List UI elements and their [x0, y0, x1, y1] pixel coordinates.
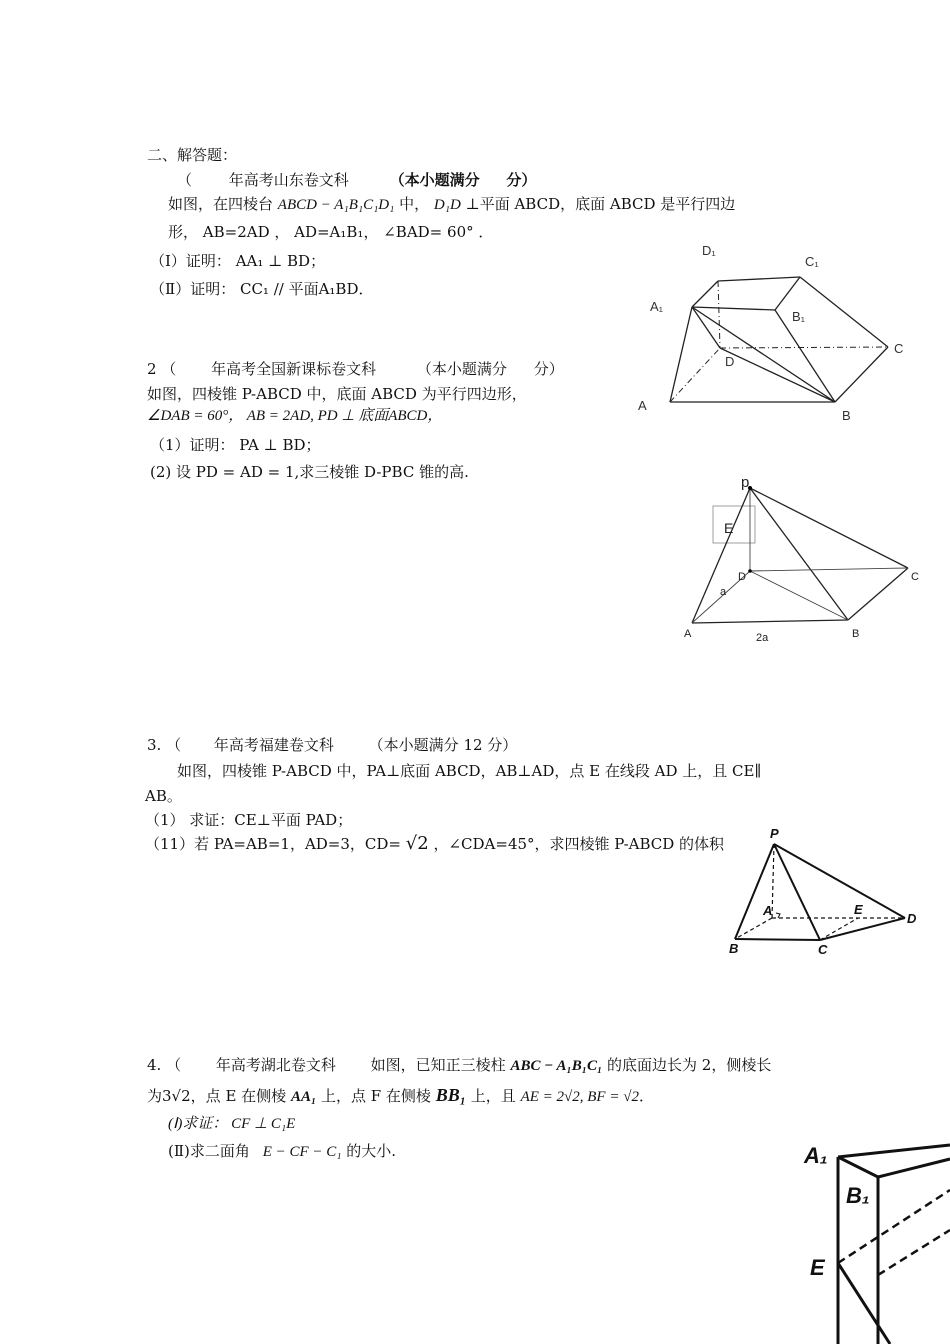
q4-line2-bb: BB₁	[435, 1085, 467, 1105]
q3-label-d: D	[907, 911, 917, 926]
q2-pyramid-figure	[680, 470, 920, 645]
q4-label-e: E	[810, 1255, 825, 1280]
q4-line2-text-c: 上，点 F 在侧棱	[320, 1087, 431, 1105]
edge-p-d	[774, 844, 905, 918]
edge-d1-c1	[718, 277, 800, 281]
edge-d-c	[720, 347, 888, 348]
q4-part2-expr: E − CF − C₁	[262, 1144, 342, 1160]
q4-label-a1: A₁	[804, 1143, 828, 1168]
q3-header	[147, 735, 517, 755]
edge-p-c	[774, 844, 820, 940]
q2-label-e: E	[724, 520, 734, 536]
q1-line1	[168, 194, 735, 215]
q1-line2-end: ．	[478, 223, 494, 241]
q3-part2-text-b: ，∠CDA=45°，求四棱锥 P-ABCD 的体积	[433, 835, 725, 853]
q1-line1-text-b: 中，	[399, 195, 430, 213]
edge-a-a1	[670, 307, 692, 402]
q4-line2-text-a: 为	[147, 1087, 163, 1105]
q3-num: 3. （	[147, 736, 182, 754]
q1-label-a1: A₁	[650, 299, 664, 314]
q3-part2-text-a: （11）若 PA=AB=1，AD=3，CD=	[145, 835, 401, 853]
q2-header	[147, 359, 564, 379]
edge-a-d	[670, 348, 720, 402]
q4-line1-text-a: 如图，已知正三棱柱	[370, 1056, 506, 1074]
q1-part2: （Ⅱ）证明： CC₁ // 平面A₁BD．	[150, 280, 374, 298]
edge-e-low	[838, 1263, 890, 1344]
edge-d1-d	[718, 281, 720, 348]
q4-line1-expr: ABC − A₁B₁C₁	[510, 1058, 603, 1074]
q2-label-d: D	[738, 571, 746, 583]
q3-pyramid-figure	[720, 822, 925, 957]
edge-p-b	[750, 488, 848, 620]
q1-frustum-figure	[630, 235, 904, 430]
q4-line1-text-b: 的底面边长为 2，侧棱长	[607, 1056, 772, 1074]
q3-part2	[145, 834, 724, 854]
q3-source: 年高考福建卷文科	[213, 736, 334, 754]
edge-b-c	[735, 939, 820, 940]
q2-label-a-len: a	[720, 586, 727, 598]
q3-line2: AB。	[145, 787, 182, 805]
q4-line2-text-b: ，点 E 在侧棱	[190, 1087, 287, 1105]
q1-label-b1: B₁	[792, 309, 806, 324]
q3-label-c: C	[818, 942, 828, 957]
edge-b-side	[878, 1230, 950, 1275]
q4-line2	[147, 1085, 654, 1107]
q1-part1: （Ⅰ）证明： AA₁ ⊥ BD；	[150, 252, 326, 270]
edge-a1-d1	[692, 281, 718, 307]
q1-source: 年高考山东卷文科	[228, 171, 349, 189]
q4-line2-len: 3√2	[162, 1087, 191, 1105]
q4-part1-text: (Ⅰ)求证： CF ⊥ C₁E	[168, 1116, 296, 1132]
q4-line2-end: ．	[638, 1087, 654, 1105]
q2-num: 2 （	[147, 360, 177, 378]
q1-label-c: C	[894, 341, 904, 356]
edge-a-b	[735, 918, 772, 939]
edge-c-e	[820, 918, 858, 940]
q1-line1-dd: D₁D	[433, 197, 461, 213]
edge-p-a	[692, 488, 750, 623]
edge-c-c1	[800, 277, 888, 347]
edge-a1-d	[692, 307, 720, 348]
q1-line2-angle: ∠BAD= 60°	[383, 223, 474, 241]
edge-a1-b1	[838, 1157, 878, 1177]
q3-part2-sqrt: √2	[405, 833, 429, 854]
q1-line1-text-c: ⊥平面 ABCD，底面 ABCD 是平行四边	[465, 195, 736, 213]
q1-line1-text-a: 如图，在四棱台	[168, 195, 274, 213]
q2-label-a: A	[684, 628, 692, 640]
q3-part1: （1） 求证：CE⊥平面 PAD；	[145, 811, 353, 829]
q4-line2-text-d: 上，且	[470, 1087, 516, 1105]
q3-label-e: E	[854, 902, 863, 917]
q2-part2: (2) 设 PD = AD = 1,求三棱锥 D-PBC 锥的高.	[150, 463, 469, 481]
edge-b1-a1	[692, 307, 775, 310]
q2-line2: ∠DAB = 60°， AB = 2AD, PD ⊥ 底面ABCD，	[147, 408, 443, 424]
q4-num: 4. （	[147, 1056, 182, 1074]
edge-c1-b1	[775, 277, 800, 310]
edge-b-c	[848, 568, 908, 620]
q2-points-open: （本小题满分	[416, 360, 507, 378]
q4-label-b1: B₁	[846, 1183, 870, 1208]
edge-a1-top	[838, 1145, 950, 1157]
q4-part2	[168, 1141, 396, 1162]
q1-label-c1: C₁	[805, 254, 819, 269]
q1-line1-expr: ABCD − A₁B₁C₁D₁	[277, 197, 395, 213]
q1-label-d: D	[725, 354, 735, 369]
section-title: 二、解答题：	[147, 146, 238, 164]
q2-points-close: 分）	[533, 360, 564, 378]
q1-points-open: （本小题满分	[389, 171, 480, 189]
q2-source: 年高考全国新课标卷文科	[211, 360, 377, 378]
q1-label-d1: D₁	[702, 243, 716, 258]
q3-label-b: B	[729, 941, 739, 956]
edge-a-b	[692, 620, 848, 623]
q1-label-a: A	[638, 398, 647, 413]
q4-part1	[168, 1113, 295, 1134]
q3-line1: 如图，四棱锥 P-ABCD 中，PA⊥底面 ABCD，AB⊥AD，点 E 在线段 AD 上，且 CE∥	[177, 762, 762, 780]
q2-part1: （1）证明： PA ⊥ BD；	[150, 436, 321, 454]
q2-line1: 如图，四棱锥 P-ABCD 中，底面 ABCD 为平行四边形，	[147, 385, 527, 403]
edge-d-b	[750, 571, 848, 620]
q2-label-b: B	[852, 628, 860, 640]
edge-p-b	[735, 844, 774, 939]
q4-line2-cond: AE = 2√2, BF = √2	[520, 1089, 639, 1105]
q3-label-p: P	[770, 826, 779, 841]
edge-a1-b	[692, 307, 835, 402]
q1-header-paren: （	[177, 171, 193, 189]
q3-label-a: A	[763, 903, 773, 918]
q1-line2	[168, 222, 493, 242]
edge-b-c	[835, 347, 888, 402]
q2-label-2a-len: 2a	[756, 632, 769, 644]
q2-label-c: C	[911, 571, 919, 583]
q1-points-close: 分）	[506, 171, 537, 189]
q2-label-p: p	[741, 474, 750, 491]
edge-c-d	[820, 918, 905, 940]
q4-line2-aa: AA₁	[290, 1089, 317, 1105]
q1-header	[177, 170, 536, 190]
q1-label-b: B	[842, 408, 851, 423]
q4-line1	[147, 1055, 771, 1076]
edge-b1-top	[878, 1159, 950, 1177]
q3-points: （本小题满分 12 分）	[368, 736, 518, 754]
q1-line2-text: 形， AB=2AD ， AD=A₁B₁，	[168, 223, 379, 241]
edge-d-c	[750, 568, 908, 571]
q4-part2-text-b: 的大小.	[346, 1142, 397, 1160]
q4-part2-text-a: (Ⅱ)求二面角	[168, 1142, 250, 1160]
q4-prism-figure	[800, 1135, 950, 1344]
edge-p-c	[750, 488, 908, 568]
q4-source: 年高考湖北卷文科	[215, 1056, 336, 1074]
